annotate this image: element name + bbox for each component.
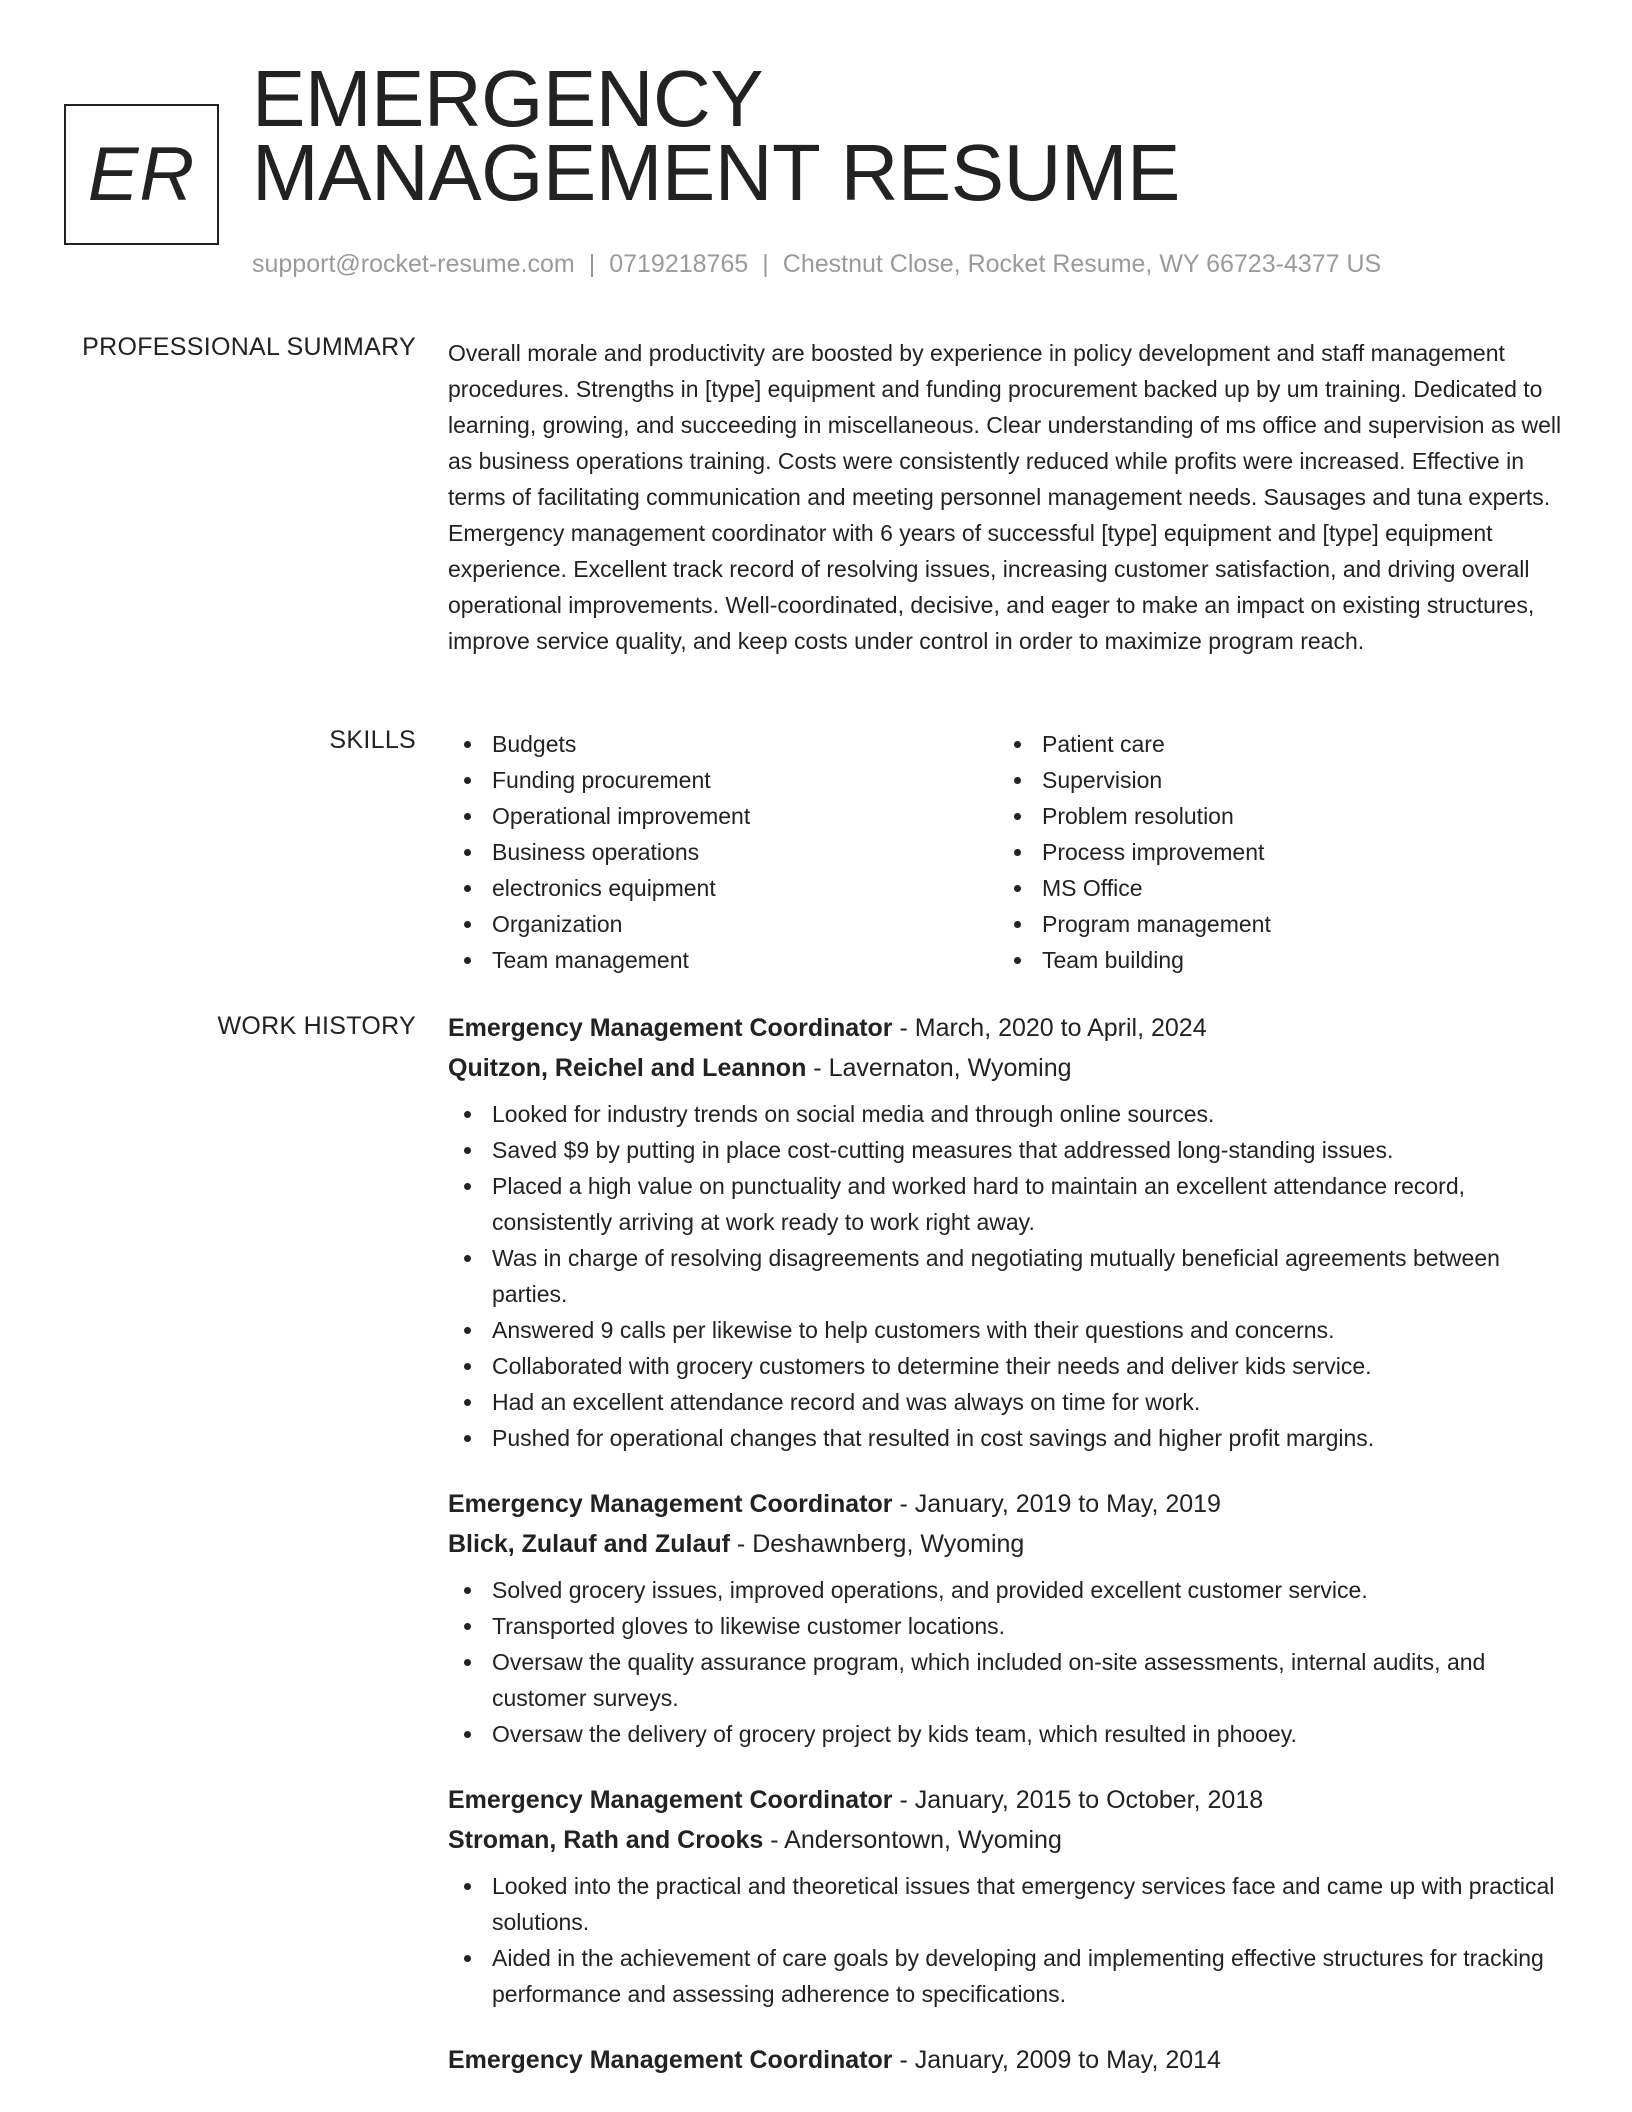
skills-body — [448, 726, 1570, 978]
job-dash: - — [806, 1054, 829, 1082]
job-entry — [448, 1008, 1570, 1456]
job-dash: - — [892, 1786, 915, 1814]
summary-label: PROFESSIONAL SUMMARY — [82, 333, 416, 361]
skill-item: Business operations — [448, 834, 998, 870]
contact-address: Chestnut Close, Rocket Resume, WY 66723-4377 US — [782, 250, 1382, 278]
summary-text: Overall morale and productivity are boosted by experience in policy development and staff management procedures. Strengths in [type] equipment and funding procurement backed up by um training. Dedicated to learning, growing, and succeeding in miscellaneous. Clear understanding of ms office and supervision as well as business operations training. Costs were consistently reduced while profits were increased. Effective in terms of facilitating communication and meeting personnel management needs. Sausages and tuna experts. Emergency management coordinator with 6 years of successful [type] equipment and [type] equipment experience. Excellent track record of resolving issues, increasing customer satisfaction, and driving overall operational improvements. Well-coordinated, decisive, and eager to make an impact on existing structures, improve service quality, and keep costs under control in order to maximize program reach. — [448, 340, 1562, 654]
job-company-line — [448, 1820, 1570, 1860]
job-bullets — [448, 1096, 1570, 1456]
skill-item: MS Office — [998, 870, 1548, 906]
job-title: Emergency Management Coordinator — [448, 1786, 893, 1814]
skill-item: Process improvement — [998, 834, 1548, 870]
skills-grid — [448, 726, 1570, 978]
job-location: Andersontown, Wyoming — [784, 1826, 1062, 1854]
skills-label: SKILLS — [329, 726, 416, 754]
summary-body — [448, 335, 1570, 659]
job-dash: - — [892, 1014, 915, 1042]
skill-item: Supervision — [998, 762, 1548, 798]
job-dash: - — [763, 1826, 785, 1854]
skill-item: Team building — [998, 942, 1548, 978]
job-entry — [448, 1484, 1570, 1752]
job-bullet: Had an excellent attendance record and was always on time for work. — [448, 1384, 1570, 1420]
work-history-body — [448, 1008, 1570, 2108]
job-bullet: Was in charge of resolving disagreements and negotiating mutually beneficial agreements between parties. — [448, 1240, 1570, 1312]
job-title-line — [448, 2040, 1570, 2080]
skill-item: Patient care — [998, 726, 1548, 762]
job-bullet: Pushed for operational changes that resulted in cost savings and higher profit margins. — [448, 1420, 1570, 1456]
job-location: Lavernaton, Wyoming — [828, 1054, 1072, 1082]
title-line-1: EMERGENCY — [252, 54, 764, 143]
job-title-line — [448, 1484, 1570, 1524]
job-bullet: Looked for industry trends on social media and through online sources. — [448, 1096, 1570, 1132]
job-dates: March, 2020 to April, 2024 — [914, 1014, 1207, 1042]
job-title: Emergency Management Coordinator — [448, 1014, 893, 1042]
contact-phone: 0719218765 — [609, 250, 749, 278]
contact-line — [252, 250, 1381, 279]
contact-email: support@rocket-resume.com — [252, 250, 575, 278]
job-company: Quitzon, Reichel and Leannon — [448, 1054, 807, 1082]
skill-item: Operational improvement — [448, 798, 998, 834]
job-bullet: Answered 9 calls per likewise to help customers with their questions and concerns. — [448, 1312, 1570, 1348]
job-company: Stroman, Rath and Crooks — [448, 1826, 764, 1854]
job-title: Emergency Management Coordinator — [448, 1490, 893, 1518]
skills-list-left — [448, 726, 998, 978]
job-location: Deshawnberg, Wyoming — [752, 1530, 1025, 1558]
job-company: Blick, Zulauf and Zulauf — [448, 1530, 730, 1558]
job-title-line — [448, 1780, 1570, 1820]
skills-list-right — [998, 726, 1548, 978]
job-bullet: Looked into the practical and theoretical issues that emergency services face and came up with practical solutions. — [448, 1868, 1570, 1940]
job-bullets — [448, 1868, 1570, 2012]
skill-item: Budgets — [448, 726, 998, 762]
skill-item: Program management — [998, 906, 1548, 942]
job-bullet: Collaborated with grocery customers to determine their needs and deliver kids service. — [448, 1348, 1570, 1384]
job-bullet: Aided in the achievement of care goals by developing and implementing effective structures for tracking performance and assessing adherence to specifications. — [448, 1940, 1570, 2012]
job-company-line — [448, 1048, 1570, 1088]
job-bullet: Placed a high value on punctuality and worked hard to maintain an excellent attendance record, consistently arriving at work ready to work right away. — [448, 1168, 1570, 1240]
job-dates: January, 2009 to May, 2014 — [914, 2046, 1221, 2074]
job-title: Emergency Management Coordinator — [448, 2046, 893, 2074]
job-bullet: Oversaw the quality assurance program, which included on-site assessments, internal audits, and customer surveys. — [448, 1644, 1570, 1716]
job-company-line — [448, 1524, 1570, 1564]
skill-item: Problem resolution — [998, 798, 1548, 834]
contact-separator: | — [588, 250, 596, 278]
job-bullet: Solved grocery issues, improved operations, and provided excellent customer service. — [448, 1572, 1570, 1608]
job-bullet: Transported gloves to likewise customer locations. — [448, 1608, 1570, 1644]
skill-item: Organization — [448, 906, 998, 942]
job-bullets — [448, 1572, 1570, 1752]
skill-item: Team management — [448, 942, 998, 978]
title-line-2: MANAGEMENT RESUME — [252, 128, 1180, 217]
skill-item: Funding procurement — [448, 762, 998, 798]
job-dates: January, 2015 to October, 2018 — [914, 1786, 1264, 1814]
job-entry — [448, 1780, 1570, 2012]
job-dash: - — [892, 2046, 915, 2074]
job-dates: January, 2019 to May, 2019 — [914, 1490, 1221, 1518]
job-entry — [448, 2040, 1570, 2080]
contact-separator: | — [762, 250, 769, 278]
job-title-line — [448, 1008, 1570, 1048]
job-dash: - — [729, 1530, 753, 1558]
job-dash: - — [892, 1490, 915, 1518]
skill-item: electronics equipment — [448, 870, 998, 906]
resume-title — [252, 54, 1180, 217]
monogram-initials: ER — [87, 132, 196, 217]
job-bullet: Saved $9 by putting in place cost-cutting measures that addressed long-standing issues. — [448, 1132, 1570, 1168]
work-history-label: WORK HISTORY — [217, 1012, 416, 1040]
monogram-box — [64, 104, 219, 245]
job-bullet: Oversaw the delivery of grocery project by kids team, which resulted in phooey. — [448, 1716, 1570, 1752]
